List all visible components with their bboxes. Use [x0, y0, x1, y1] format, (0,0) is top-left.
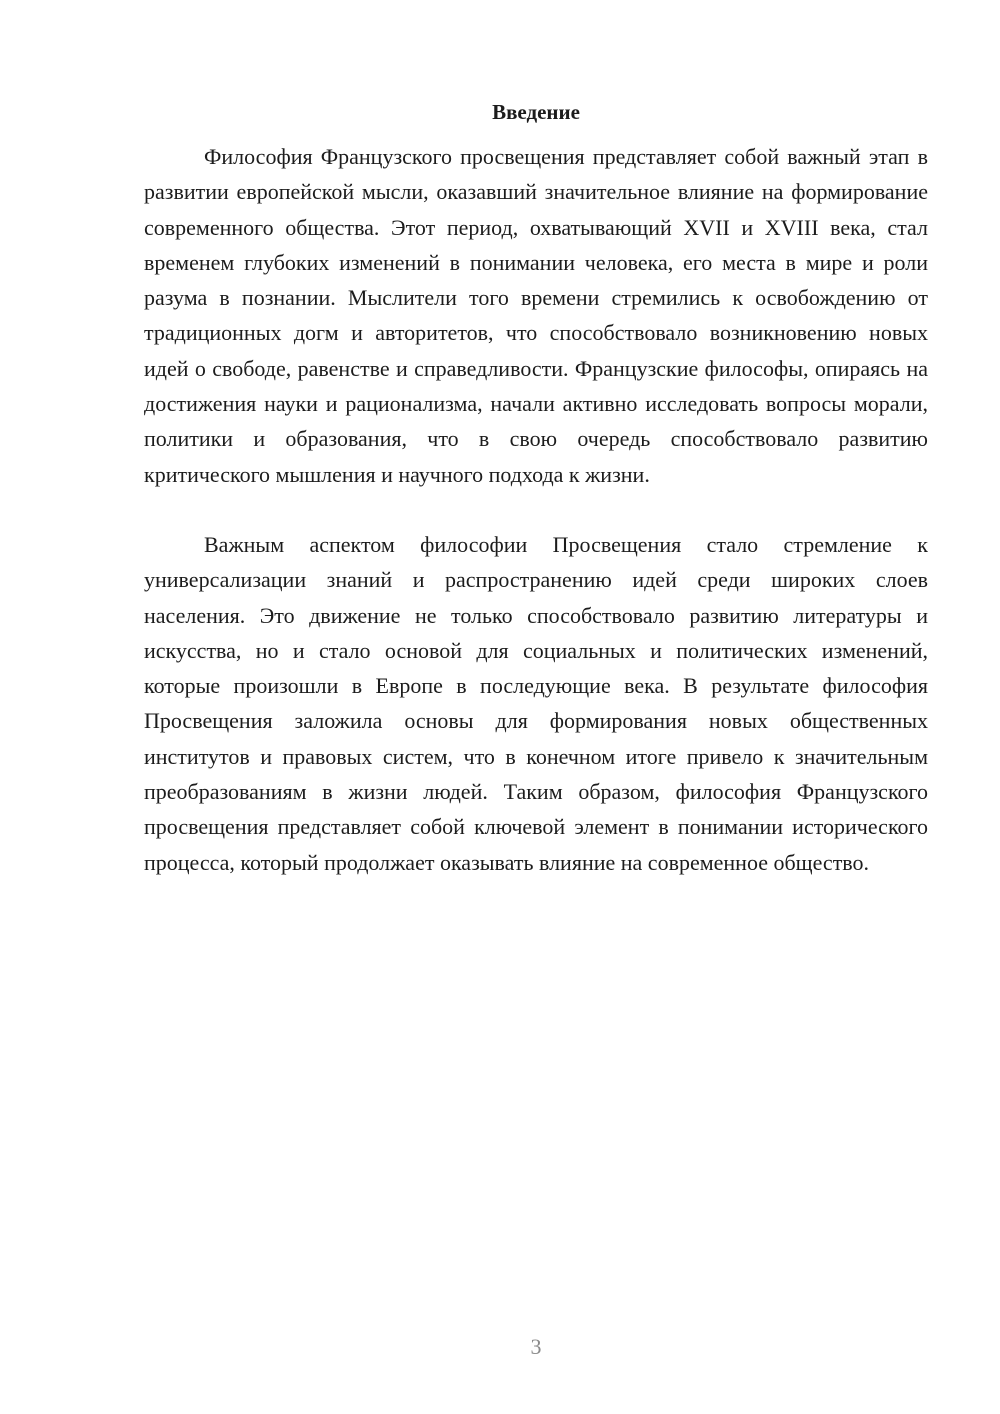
page-number: 3 — [530, 1334, 542, 1359]
page-content — [144, 97, 928, 880]
paragraph-conclusion: Важным аспектом философии Просвещения стало стремление к универсализации знаний и распространению идей среди широких слоев населения. Это движение не только способствовало развитию литературы и искусства, но и стало основой для социальных и политических изменений, которые произошли в Европе в последующие века. В результате философия Просвещения заложила основы для формирования новых общественных институтов и правовых систем, что в конечном итоге привело к значительным преобразованиям в жизни людей. Таким образом, философия Французского просвещения представляет собой ключевой элемент в понимании исторического процесса, который продолжает оказывать влияние на современное общество. — [144, 531, 928, 875]
section-heading: Введение — [492, 100, 580, 124]
paragraph-intro: Философия Французского просвещения представляет собой важный этап в развитии европейской мысли, оказавший значительное влияние на формирование современного общества. Этот период, охватывающий XVII и XVIII века, стал временем глубоких изменений в понимании человека, его места в мире и роли разума в познании. Мыслители того времени стремились к освобождению от традиционных догм и авторитетов, что способствовало возникновению новых идей о свободе, равенстве и справедливости. Французские философы, опираясь на достижения науки и рационализма, начали активно исследовать вопросы морали, политики и образования, что в свою очередь способствовало развитию критического мышления и научного подхода к жизни. — [144, 144, 928, 487]
